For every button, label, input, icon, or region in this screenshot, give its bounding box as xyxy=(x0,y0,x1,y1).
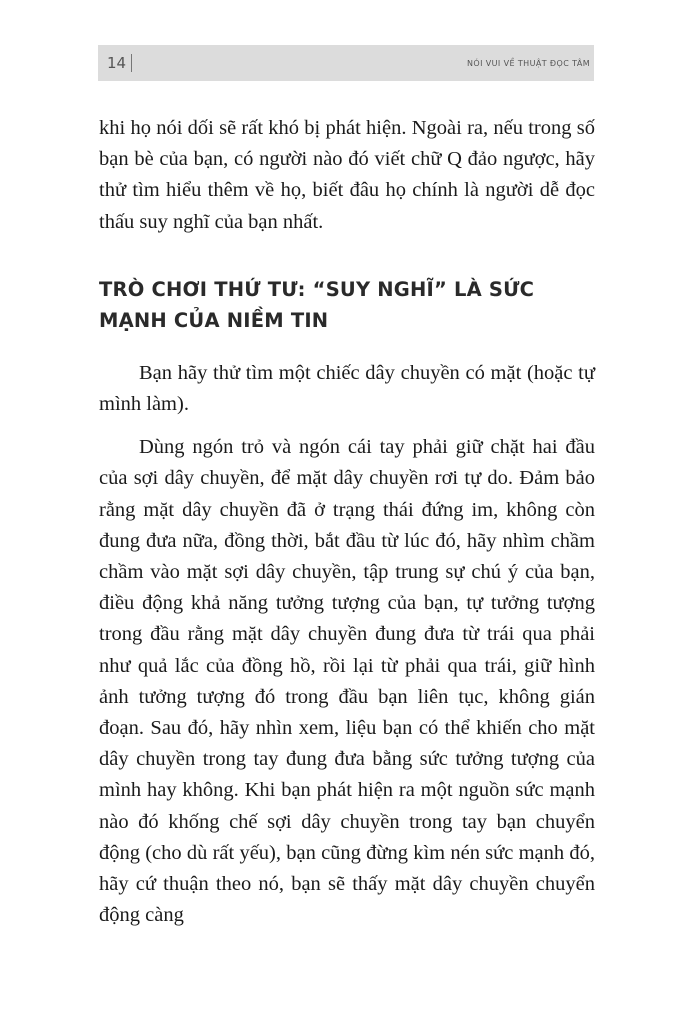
running-title: NÓI VUI VỀ THUẬT ĐỌC TÂM xyxy=(466,59,590,68)
page-number: 14 xyxy=(107,54,127,72)
section-heading: TRÒ CHƠI THỨ TƯ: “SUY NGHĨ” LÀ SỨC MẠNH CỦA NIỀM TIN xyxy=(99,277,535,332)
page-content xyxy=(99,113,595,931)
header-divider xyxy=(131,54,132,72)
paragraph-intro: Bạn hãy thử tìm một chiếc dây chuyền có mặt (hoặc tự mình làm). xyxy=(99,361,595,416)
paragraph-instructions: Dùng ngón trỏ và ngón cái tay phải giữ chặt hai đầu của sợi dây chuyền, để mặt dây chuyền rơi tự do. Đảm bảo rằng mặt dây chuyền đã ở trạng thái đứng im, không còn đung đưa nữa, đồng thời, bắt đầu từ lúc đó, hãy nhìm chầm chầm vào mặt sợi dây chuyền, tập trung sự chú ý của bạn, điều động khả năng tưởng tượng của bạn, tự tưởng tượng trong đầu rằng mặt dây chuyền đung đưa từ trái qua phải như quả lắc của đồng hồ, rồi lại từ phải qua trái, giữ hình ảnh tưởng tượng đó trong đầu bạn liên tục, không gián đoạn. Sau đó, hãy nhìn xem, liệu bạn có thể khiến cho mặt dây chuyền trong tay đung đưa bằng sức tưởng tượng của mình hay không. Khi bạn phát hiện ra một nguồn sức mạnh nào đó khống chế sợi dây chuyền trong tay bạn chuyển động (cho dù rất yếu), bạn cũng đừng kìm nén sức mạnh đó, hãy cứ thuận theo nó, bạn sẽ thấy mặt dây chuyền chuyển động càng xyxy=(99,436,595,927)
paragraph-continued: khi họ nói dối sẽ rất khó bị phát hiện. Ngoài ra, nếu trong số bạn bè của bạn, có người nào đó viết chữ Q đảo ngược, hãy thử tìm hiểu thêm về họ, biết đâu họ chính là người dễ đọc thấu suy nghĩ của bạn nhất. xyxy=(99,117,595,233)
